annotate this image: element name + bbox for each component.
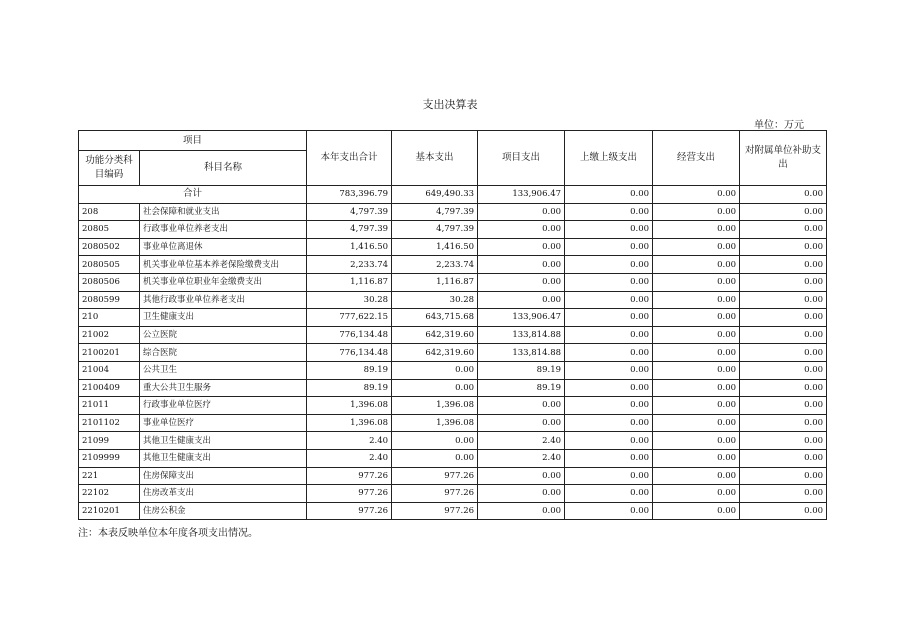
row-value: 0.00 bbox=[653, 485, 740, 503]
row-value: 89.19 bbox=[307, 379, 392, 397]
row-value: 0.00 bbox=[478, 414, 565, 432]
row-value: 2,233.74 bbox=[307, 256, 392, 274]
row-value: 4,797.39 bbox=[307, 221, 392, 239]
row-value: 0.00 bbox=[478, 485, 565, 503]
row-value: 0.00 bbox=[392, 379, 478, 397]
row-value: 0.00 bbox=[392, 449, 478, 467]
row-value: 642,319.60 bbox=[392, 326, 478, 344]
table-row bbox=[79, 502, 827, 520]
row-value: 977.26 bbox=[392, 485, 478, 503]
table-row bbox=[79, 485, 827, 503]
row-value: 133,906.47 bbox=[478, 309, 565, 327]
row-value: 4,797.39 bbox=[307, 203, 392, 221]
header-name: 科目名称 bbox=[140, 151, 307, 186]
total-value: 0.00 bbox=[653, 186, 740, 204]
row-value: 0.00 bbox=[565, 203, 653, 221]
row-value: 776,134.48 bbox=[307, 344, 392, 362]
row-value: 0.00 bbox=[653, 379, 740, 397]
row-code: 22102 bbox=[79, 485, 140, 503]
total-value: 783,396.79 bbox=[307, 186, 392, 204]
row-code: 2080502 bbox=[79, 238, 140, 256]
row-value: 0.00 bbox=[653, 449, 740, 467]
row-value: 0.00 bbox=[740, 273, 827, 291]
footnote: 注：本表反映单位本年度各项支出情况。 bbox=[78, 528, 258, 539]
row-value: 0.00 bbox=[565, 414, 653, 432]
table-row bbox=[79, 344, 827, 362]
row-code: 208 bbox=[79, 203, 140, 221]
row-value: 0.00 bbox=[565, 397, 653, 415]
row-value: 0.00 bbox=[740, 344, 827, 362]
total-label: 合计 bbox=[79, 186, 307, 204]
row-value: 0.00 bbox=[740, 485, 827, 503]
row-value: 89.19 bbox=[478, 379, 565, 397]
row-value: 0.00 bbox=[565, 502, 653, 520]
row-value: 0.00 bbox=[565, 309, 653, 327]
total-value: 0.00 bbox=[565, 186, 653, 204]
row-value: 0.00 bbox=[392, 361, 478, 379]
row-code: 20805 bbox=[79, 221, 140, 239]
row-value: 30.28 bbox=[392, 291, 478, 309]
row-value: 0.00 bbox=[740, 291, 827, 309]
row-code: 210 bbox=[79, 309, 140, 327]
row-value: 0.00 bbox=[740, 203, 827, 221]
row-value: 0.00 bbox=[740, 221, 827, 239]
row-name: 事业单位医疗 bbox=[140, 414, 307, 432]
row-value: 2.40 bbox=[478, 449, 565, 467]
row-name: 其他行政事业单位养老支出 bbox=[140, 291, 307, 309]
expense-table bbox=[78, 130, 827, 520]
row-value: 642,319.60 bbox=[392, 344, 478, 362]
row-value: 0.00 bbox=[653, 326, 740, 344]
row-value: 2.40 bbox=[307, 449, 392, 467]
table-body bbox=[79, 186, 827, 520]
table-row bbox=[79, 273, 827, 291]
row-value: 0.00 bbox=[565, 238, 653, 256]
row-value: 0.00 bbox=[740, 449, 827, 467]
row-name: 机关事业单位基本养老保险缴费支出 bbox=[140, 256, 307, 274]
row-value: 0.00 bbox=[653, 221, 740, 239]
row-name: 住房保障支出 bbox=[140, 467, 307, 485]
row-name: 其他卫生健康支出 bbox=[140, 449, 307, 467]
row-value: 0.00 bbox=[740, 309, 827, 327]
table-row bbox=[79, 309, 827, 327]
total-row bbox=[79, 186, 827, 204]
row-value: 776,134.48 bbox=[307, 326, 392, 344]
header-basic-expense: 基本支出 bbox=[392, 131, 478, 186]
row-value: 2,233.74 bbox=[392, 256, 478, 274]
row-value: 0.00 bbox=[565, 361, 653, 379]
row-value: 0.00 bbox=[565, 273, 653, 291]
row-value: 0.00 bbox=[565, 221, 653, 239]
table-row bbox=[79, 379, 827, 397]
row-value: 0.00 bbox=[478, 397, 565, 415]
row-value: 133,814.88 bbox=[478, 344, 565, 362]
row-value: 4,797.39 bbox=[392, 203, 478, 221]
row-value: 0.00 bbox=[740, 256, 827, 274]
row-value: 977.26 bbox=[392, 467, 478, 485]
row-value: 977.26 bbox=[392, 502, 478, 520]
row-value: 0.00 bbox=[740, 397, 827, 415]
header-item: 项目 bbox=[79, 131, 307, 151]
row-name: 社会保障和就业支出 bbox=[140, 203, 307, 221]
total-value: 0.00 bbox=[740, 186, 827, 204]
row-value: 0.00 bbox=[740, 379, 827, 397]
row-value: 0.00 bbox=[653, 502, 740, 520]
row-code: 21004 bbox=[79, 361, 140, 379]
header-upper-payment: 上缴上级支出 bbox=[565, 131, 653, 186]
row-value: 0.00 bbox=[653, 414, 740, 432]
row-value: 30.28 bbox=[307, 291, 392, 309]
row-value: 1,396.08 bbox=[307, 414, 392, 432]
row-name: 公立医院 bbox=[140, 326, 307, 344]
row-name: 公共卫生 bbox=[140, 361, 307, 379]
row-value: 4,797.39 bbox=[392, 221, 478, 239]
row-value: 0.00 bbox=[740, 414, 827, 432]
row-name: 卫生健康支出 bbox=[140, 309, 307, 327]
row-value: 0.00 bbox=[478, 238, 565, 256]
row-code: 2100201 bbox=[79, 344, 140, 362]
table-row bbox=[79, 432, 827, 450]
row-value: 0.00 bbox=[740, 502, 827, 520]
row-value: 1,416.50 bbox=[307, 238, 392, 256]
row-value: 0.00 bbox=[565, 326, 653, 344]
row-value: 977.26 bbox=[307, 467, 392, 485]
row-value: 0.00 bbox=[478, 256, 565, 274]
row-name: 综合医院 bbox=[140, 344, 307, 362]
row-value: 0.00 bbox=[392, 432, 478, 450]
row-code: 21099 bbox=[79, 432, 140, 450]
row-value: 1,416.50 bbox=[392, 238, 478, 256]
row-value: 0.00 bbox=[740, 326, 827, 344]
row-name: 住房公积金 bbox=[140, 502, 307, 520]
header-total-expense: 本年支出合计 bbox=[307, 131, 392, 186]
header-subsidy: 对附属单位补助支出 bbox=[740, 131, 827, 186]
row-value: 0.00 bbox=[565, 291, 653, 309]
row-value: 0.00 bbox=[478, 221, 565, 239]
row-value: 2.40 bbox=[307, 432, 392, 450]
row-code: 221 bbox=[79, 467, 140, 485]
header-operating-expense: 经营支出 bbox=[653, 131, 740, 186]
row-name: 住房改革支出 bbox=[140, 485, 307, 503]
total-value: 649,490.33 bbox=[392, 186, 478, 204]
table-row bbox=[79, 221, 827, 239]
row-value: 0.00 bbox=[478, 291, 565, 309]
header-code: 功能分类科目编码 bbox=[79, 151, 140, 186]
table-row bbox=[79, 203, 827, 221]
row-value: 2.40 bbox=[478, 432, 565, 450]
row-code: 2080505 bbox=[79, 256, 140, 274]
row-value: 0.00 bbox=[653, 361, 740, 379]
header-project-expense: 项目支出 bbox=[478, 131, 565, 186]
row-value: 0.00 bbox=[740, 432, 827, 450]
row-value: 0.00 bbox=[653, 397, 740, 415]
unit-label: 单位：万元 bbox=[754, 120, 804, 131]
row-value: 977.26 bbox=[307, 502, 392, 520]
row-code: 2080506 bbox=[79, 273, 140, 291]
row-value: 0.00 bbox=[653, 309, 740, 327]
row-value: 0.00 bbox=[653, 467, 740, 485]
row-name: 机关事业单位职业年金缴费支出 bbox=[140, 273, 307, 291]
row-code: 2080599 bbox=[79, 291, 140, 309]
row-value: 0.00 bbox=[740, 361, 827, 379]
row-name: 重大公共卫生服务 bbox=[140, 379, 307, 397]
row-name: 行政事业单位医疗 bbox=[140, 397, 307, 415]
row-value: 0.00 bbox=[740, 238, 827, 256]
row-value: 0.00 bbox=[653, 432, 740, 450]
row-value: 1,116.87 bbox=[392, 273, 478, 291]
table-row bbox=[79, 361, 827, 379]
row-value: 1,396.08 bbox=[307, 397, 392, 415]
table-row bbox=[79, 256, 827, 274]
row-value: 89.19 bbox=[307, 361, 392, 379]
row-value: 643,715.68 bbox=[392, 309, 478, 327]
row-value: 777,622.15 bbox=[307, 309, 392, 327]
row-value: 89.19 bbox=[478, 361, 565, 379]
row-value: 0.00 bbox=[653, 273, 740, 291]
row-value: 0.00 bbox=[478, 273, 565, 291]
row-code: 2100409 bbox=[79, 379, 140, 397]
row-value: 0.00 bbox=[653, 203, 740, 221]
table-row bbox=[79, 467, 827, 485]
row-value: 0.00 bbox=[653, 344, 740, 362]
total-value: 133,906.47 bbox=[478, 186, 565, 204]
row-value: 0.00 bbox=[565, 432, 653, 450]
row-value: 0.00 bbox=[565, 485, 653, 503]
row-code: 2109999 bbox=[79, 449, 140, 467]
row-value: 1,396.08 bbox=[392, 397, 478, 415]
row-name: 事业单位离退休 bbox=[140, 238, 307, 256]
row-value: 0.00 bbox=[565, 467, 653, 485]
row-code: 21002 bbox=[79, 326, 140, 344]
row-value: 0.00 bbox=[478, 467, 565, 485]
table-row bbox=[79, 291, 827, 309]
row-value: 0.00 bbox=[565, 449, 653, 467]
row-value: 0.00 bbox=[565, 379, 653, 397]
row-value: 0.00 bbox=[565, 344, 653, 362]
row-code: 2101102 bbox=[79, 414, 140, 432]
row-value: 133,814.88 bbox=[478, 326, 565, 344]
table-row bbox=[79, 414, 827, 432]
row-value: 0.00 bbox=[653, 256, 740, 274]
table-row bbox=[79, 238, 827, 256]
row-value: 1,396.08 bbox=[392, 414, 478, 432]
table-row bbox=[79, 326, 827, 344]
row-code: 21011 bbox=[79, 397, 140, 415]
table-row bbox=[79, 397, 827, 415]
row-value: 0.00 bbox=[740, 467, 827, 485]
row-value: 0.00 bbox=[478, 203, 565, 221]
row-code: 2210201 bbox=[79, 502, 140, 520]
row-value: 1,116.87 bbox=[307, 273, 392, 291]
row-value: 0.00 bbox=[478, 502, 565, 520]
row-value: 0.00 bbox=[653, 238, 740, 256]
row-name: 行政事业单位养老支出 bbox=[140, 221, 307, 239]
row-name: 其他卫生健康支出 bbox=[140, 432, 307, 450]
table-row bbox=[79, 449, 827, 467]
row-value: 977.26 bbox=[307, 485, 392, 503]
row-value: 0.00 bbox=[565, 256, 653, 274]
table-title: 支出决算表 bbox=[422, 98, 478, 111]
row-value: 0.00 bbox=[653, 291, 740, 309]
